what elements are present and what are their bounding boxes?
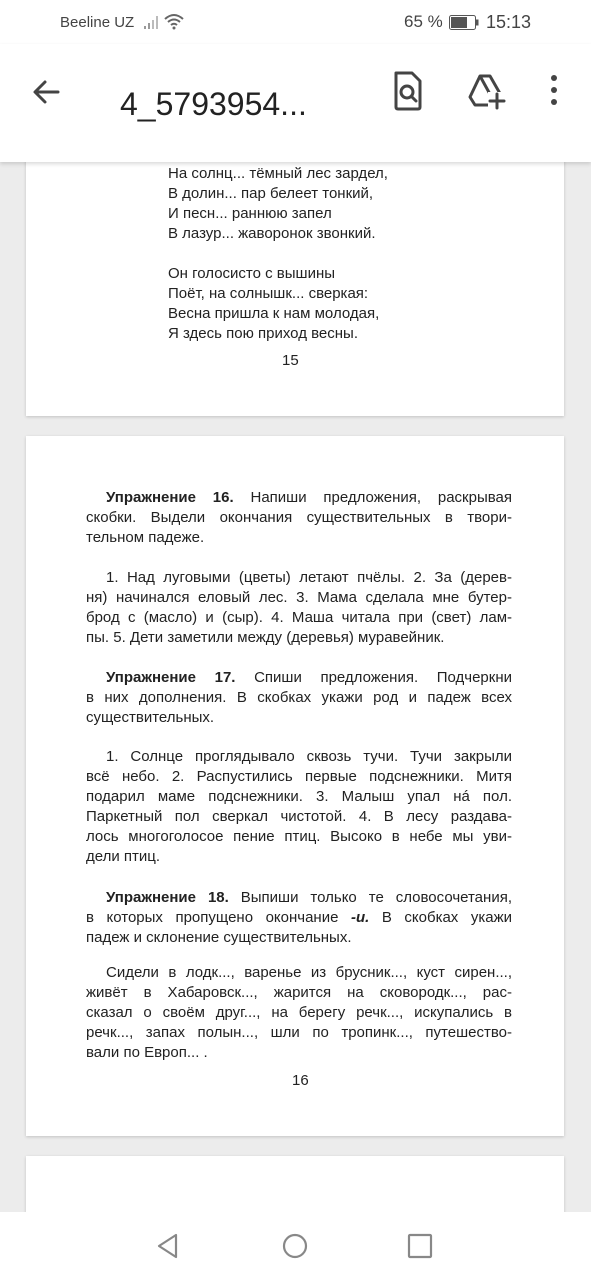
task-line: существительных. (86, 709, 215, 726)
task-line: падеж и склонение существительных. (86, 929, 352, 946)
arrow-back-icon[interactable] (28, 74, 64, 110)
battery-percent: 65 % (404, 12, 443, 31)
task-text: Спиши предложения. Подчеркни (254, 669, 512, 686)
poem-line: В долин... пар белеет тонкий, (168, 185, 374, 202)
text-line: речк..., запах полын..., шли по тропинк..., путешество- (86, 1024, 512, 1041)
text-line: всё небо. 2. Распустились первые подснежники. Митя (86, 768, 512, 785)
text-line: 1. Солнце проглядывало сквозь тучи. Тучи закрыли (106, 748, 512, 765)
text-line: подарил маме подснежники. 3. Малыш упал нá пол. (86, 788, 512, 805)
task-line: скобки. Выдели окончания существительных в твори- (86, 509, 512, 526)
page-number: 15 (282, 352, 299, 369)
status-bar (0, 0, 591, 44)
task-text: в которых пропущено окончание (86, 909, 351, 926)
app-bar (0, 44, 591, 162)
navigation-bar (0, 1212, 591, 1280)
carrier-name: Beeline UZ (60, 14, 135, 31)
poem-line: Он голосисто с вышины (168, 265, 336, 282)
text-line: дели птиц. (86, 848, 161, 865)
wifi-icon (163, 12, 185, 30)
document-title: 4_5793954... (120, 86, 307, 122)
page-number: 16 (292, 1072, 309, 1089)
battery-icon (449, 15, 479, 30)
exercise-17-text (86, 747, 512, 867)
text-line: брод с (масло) и (сыр). 4. Маша читала при (свет) лам- (86, 609, 512, 626)
text-line: вали по Европ... . (86, 1044, 208, 1061)
search-document-icon[interactable] (388, 70, 428, 112)
text-line: Паркетный пол сверкал чистотой. 4. В лесу раздава- (86, 808, 512, 825)
task-text: В скобках укажи (369, 909, 512, 926)
text-line: ня) начинался еловый лес. 3. Мама сделала мне бутер- (86, 589, 512, 606)
poem-stanza-2 (168, 264, 379, 344)
poem-line: В лазур... жаворонок звонкий. (168, 225, 376, 242)
task-line: в них дополнения. В скобках укажи род и падеж всех (86, 689, 512, 706)
nav-home-icon[interactable] (279, 1230, 311, 1262)
poem-line: Я здесь пою приход весны. (168, 325, 358, 342)
text-line: пы. 5. Дети заметили между (деревья) муравейник. (86, 629, 445, 646)
text-line: сказал о своём друг..., на берегу речк..., искупались в (86, 1004, 512, 1021)
poem-line: Поёт, на солнышк... сверкая: (168, 285, 369, 302)
document-page-15 (26, 120, 564, 416)
text-line: Сидели в лодк..., варенье из брусник..., куст сирен..., (106, 964, 512, 981)
document-page-16 (26, 436, 564, 1136)
add-to-drive-icon[interactable] (466, 70, 506, 112)
text-line: 1. Над луговыми (цветы) летают пчёлы. 2. За (дерев- (106, 569, 512, 586)
poem-stanza-1 (168, 164, 388, 244)
exercise-17-task (86, 668, 512, 728)
poem-line: Весна пришла к нам молодая, (168, 305, 380, 322)
task-text: Напиши предложения, раскрывая (250, 489, 512, 506)
poem-line: На солнц... тёмный лес зардел, (168, 165, 388, 182)
exercise-heading: Упражнение 16. (106, 489, 234, 506)
text-line: лось многоголосое пение птиц. Высоко в небе мы уви- (86, 828, 512, 845)
clock: 15:13 (486, 12, 532, 32)
nav-recents-icon[interactable] (404, 1230, 436, 1262)
poem-line: И песн... раннюю запел (168, 205, 332, 222)
exercise-heading: Упражнение 17. (106, 669, 236, 686)
text-line: живёт в Хабаровск..., жарится на сковородк..., рас- (86, 984, 512, 1001)
ending-highlight: -и. (350, 909, 370, 926)
task-line: тельном падеже. (86, 529, 205, 546)
exercise-16-text (86, 568, 512, 648)
exercise-heading: Упражнение 18. (106, 889, 229, 906)
nav-back-icon[interactable] (152, 1230, 184, 1262)
exercise-18-text (86, 963, 512, 1063)
exercise-16-task (86, 488, 512, 548)
exercise-18-task (86, 888, 512, 948)
task-text: Выпиши только те словосочетания, (240, 889, 512, 906)
more-vert-icon[interactable] (542, 70, 566, 112)
signal-icon (143, 14, 159, 30)
